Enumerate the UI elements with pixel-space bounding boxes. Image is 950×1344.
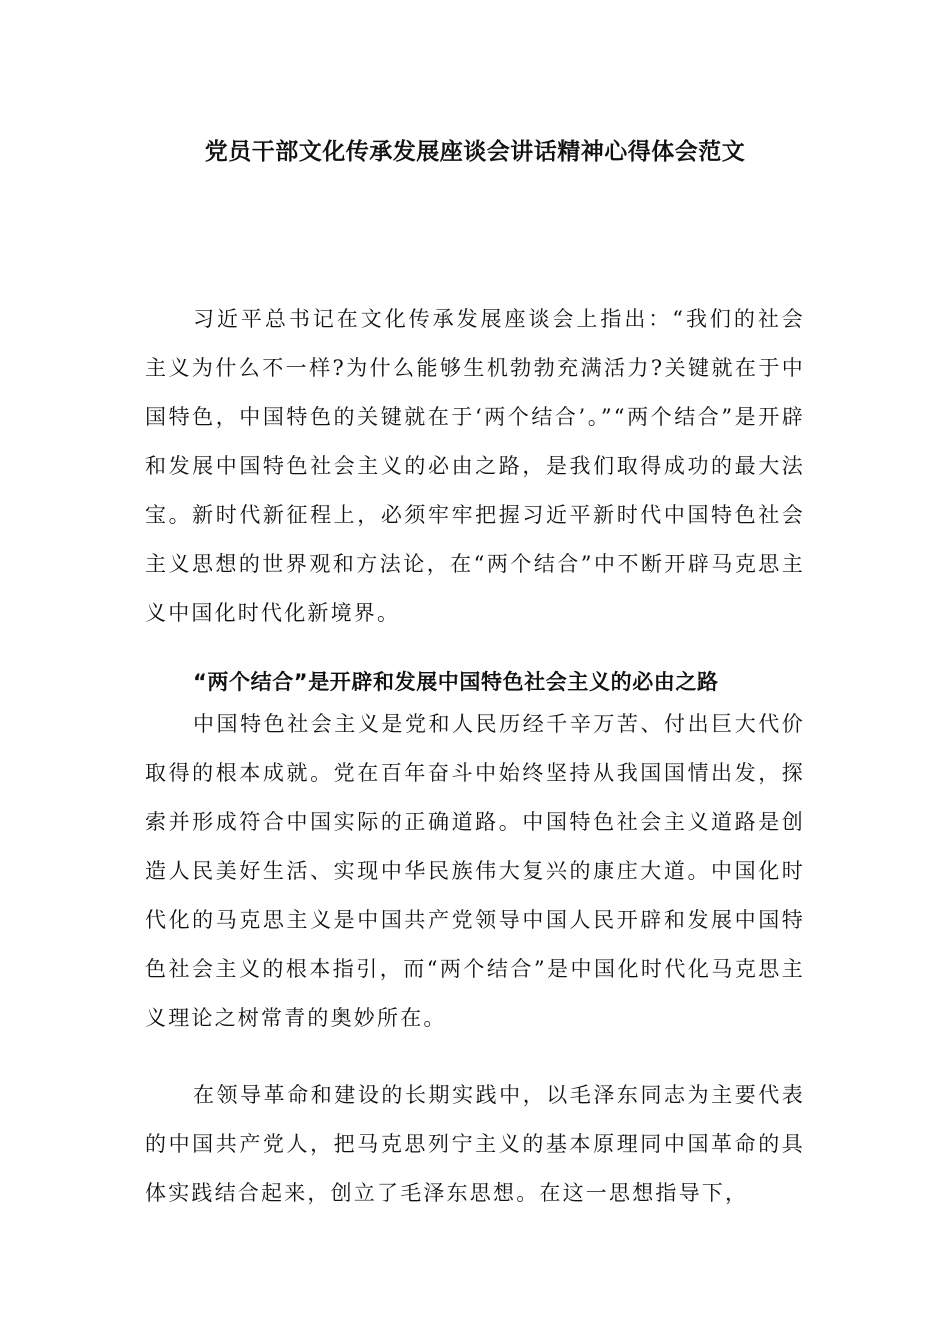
body-paragraph: 在领导革命和建设的长期实践中，以毛泽东同志为主要代表的中国共产党人，把马克思列宁主义的基本原理同中国革命的具体实践结合起来，创立了毛泽东思想。在这一思想指导下， — [145, 1083, 805, 1205]
document-title: 党员干部文化传承发展座谈会讲话精神心得体会范文 — [204, 139, 746, 165]
body-paragraph: 习近平总书记在文化传承发展座谈会上指出：“我们的社会主义为什么不一样?为什么能够生机勃勃充满活力?关键就在于中国特色，中国特色的关键就在于‘两个结合’。”“两个结合”是开辟和发展中国特色社会主义的必由之路，是我们取得成功的最大法宝。新时代新征程上，必须牢牢把握习近平新时代中国特色社会主义思想的世界观和方法论，在“两个结合”中不断开辟马克思主义中国化时代化新境界。 — [145, 307, 805, 625]
section-heading: “两个结合”是开辟和发展中国特色社会主义的必由之路 — [193, 670, 719, 694]
body-paragraph: 中国特色社会主义是党和人民历经千辛万苦、付出巨大代价取得的根本成就。党在百年奋斗中始终坚持从我国国情出发，探索并形成符合中国实际的正确道路。中国特色社会主义道路是创造人民美好生活、实现中华民族伟大复兴的康庄大道。中国化时代化的马克思主义是中国共产党领导中国人民开辟和发展中国特色社会主义的根本指引，而“两个结合”是中国化时代化马克思主义理论之树常青的奥妙所在。 — [145, 712, 805, 1030]
